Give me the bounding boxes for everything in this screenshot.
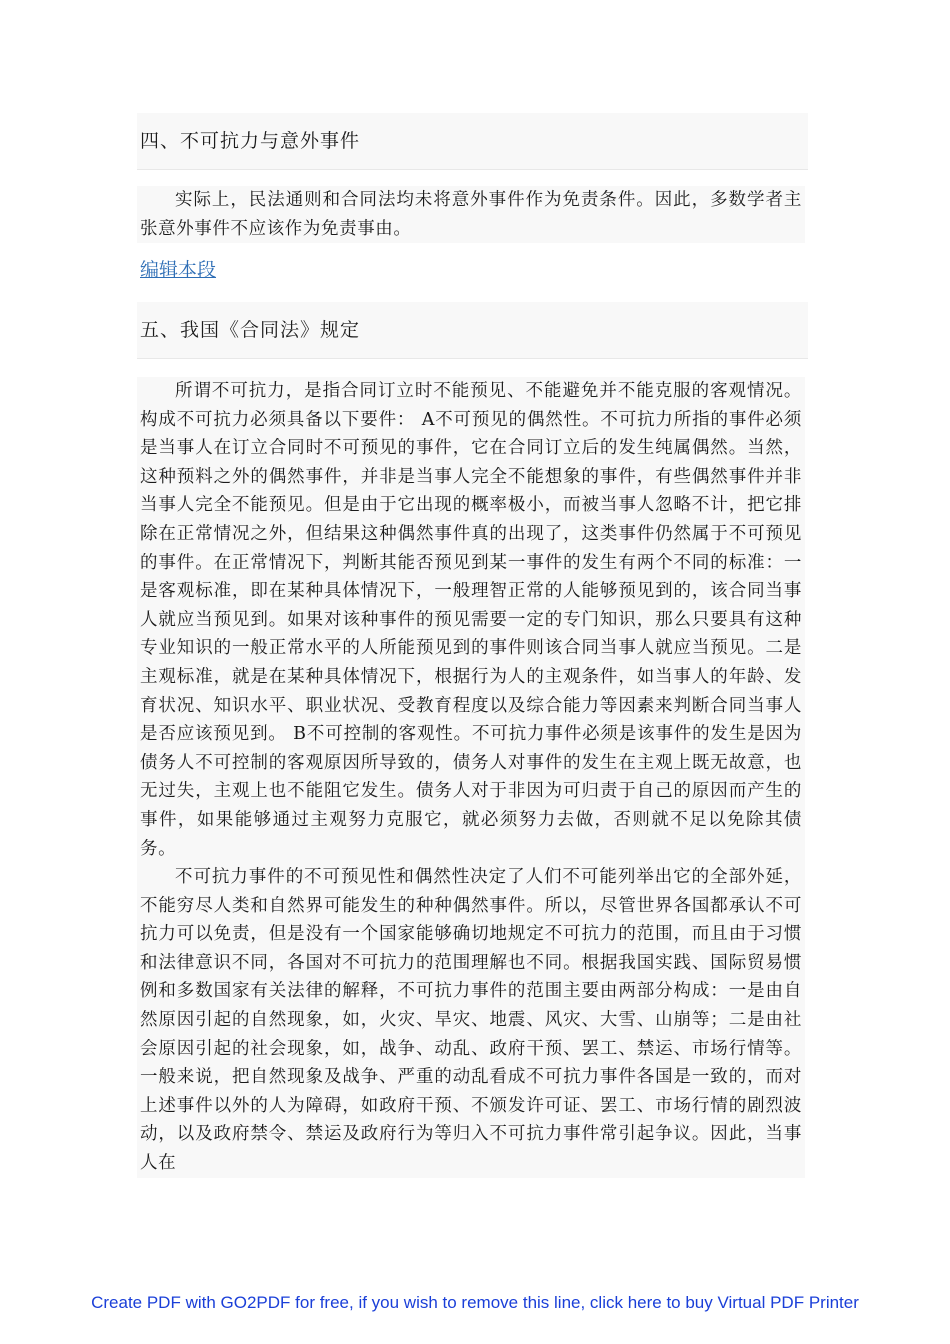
pdf-promo-footer-link[interactable]: Create PDF with GO2PDF for free, if you wish to remove this line, click here to buy Virtual PDF Printer	[91, 1293, 859, 1312]
paragraph: 所谓不可抗力，是指合同订立时不能预见、不能避免并不能克服的客观情况。构成不可抗力必须具备以下要件： A不可预见的偶然性。不可抗力所指的事件必须是当事人在订立合同时不可预见的事件，它在合同订立后的发生纯属偶然。当然，这种预料之外的偶然事件，并非是当事人完全不能想象的事件，有些偶然事件并非当事人完全不能预见。但是由于它出现的概率极小，而被当事人忽略不计，把它排除在正常情况之外，但结果这种偶然事件真的出现了，这类事件仍然属于不可预见的事件。在正常情况下，判断其能否预见到某一事件的发生有两个不同的标准：一是客观标准，即在某种具体情况下，一般理智正常的人能够预见到的，该合同当事人就应当预见到。如果对该种事件的预见需要一定的专门知识，那么只要具有这种专业知识的一般正常水平的人所能预见到的事件则该合同当事人就应当预见。二是主观标准，就是在某种具体情况下，根据行为人的主观条件，如当事人的年龄、发育状况、知识水平、职业状况、受教育程度以及综合能力等因素来判断合同当事人是否应该预见到。 B不可控制的客观性。不可抗力事件必须是该事件的发生是因为债务人不可控制的客观原因所导致的，债务人对事件的发生在主观上既无故意，也无过失，主观上也不能阻它发生。债务人对于非因为可归责于自己的原因而产生的事件，如果能够通过主观努力克服它，就必须努力去做，否则就不足以免除其债务。	[140, 381, 802, 859]
paragraph: 不可抗力事件的不可预见性和偶然性决定了人们不可能列举出它的全部外延，不能穷尽人类和自然界可能发生的种种偶然事件。所以，尽管世界各国都承认不可抗力可以免责，但是没有一个国家能够确切地规定不可抗力的范围，而且由于习惯和法律意识不同，各国对不可抗力的范围理解也不同。根据我国实践、国际贸易惯例和多数国家有关法律的解释，不可抗力事件的范围主要由两部分构成：一是由自然原因引起的自然现象，如，火灾、旱灾、地震、风灾、大雪、山崩等；二是由社会原因引起的社会现象，如，战争、动乱、政府干预、罢工、禁运、市场行情等。一般来说，把自然现象及战争、严重的动乱看成不可抗力事件各国是一致的，而对上述事件以外的人为障碍，如政府干预、不颁发许可证、罢工、市场行情的剧烈波动，以及政府禁令、禁运及政府行为等归入不可抗力事件常引起争议。因此，当事人在	[140, 867, 802, 1174]
paragraph: 实际上，民法通则和合同法均未将意外事件作为免责条件。因此，多数学者主张意外事件不应该作为免责事由。	[140, 190, 802, 239]
section-4-heading: 四、不可抗力与意外事件	[137, 113, 808, 170]
edit-section-link[interactable]: 编辑本段	[140, 259, 217, 281]
section-5-body	[137, 377, 805, 1178]
section-5-heading: 五、我国《合同法》规定	[137, 302, 808, 359]
section-4-body	[137, 186, 805, 243]
